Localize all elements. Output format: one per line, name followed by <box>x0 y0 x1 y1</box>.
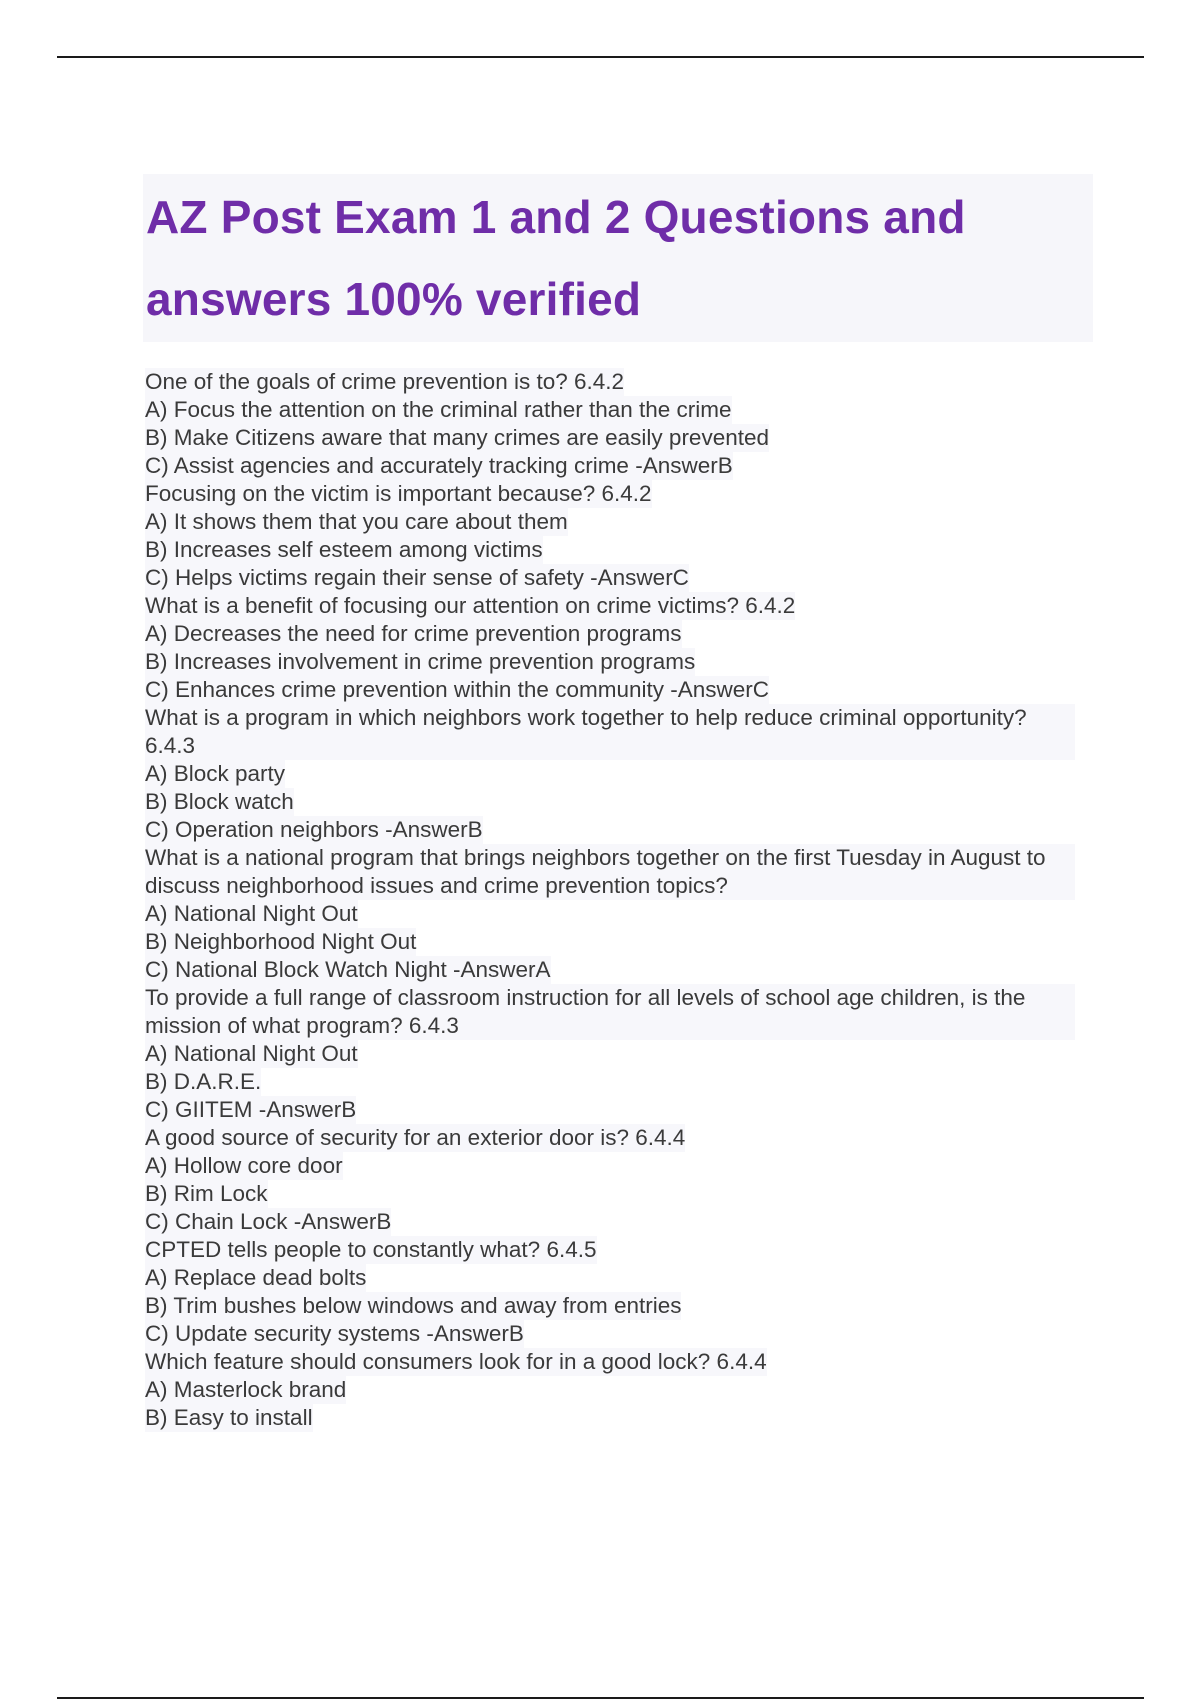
qa-item <box>145 704 1075 844</box>
answer-option: B) Make Citizens aware that many crimes are easily prevented <box>145 425 770 450</box>
answer-option: A) Decreases the need for crime prevention programs <box>145 621 682 646</box>
question-text: CPTED tells people to constantly what? 6.4.5 <box>145 1237 597 1262</box>
answer-option: B) Rim Lock <box>145 1181 268 1206</box>
answer-option: A) Hollow core door <box>145 1153 343 1178</box>
answer-option: B) Easy to install <box>145 1405 313 1430</box>
header-rule <box>57 56 1144 58</box>
answer-option: B) Block watch <box>145 789 294 814</box>
answer-option: B) Trim bushes below windows and away from entries <box>145 1293 682 1318</box>
qa-item <box>145 480 1075 592</box>
answer-option: C) Operation neighbors -AnswerB <box>145 817 483 842</box>
answer-option: B) D.A.R.E. <box>145 1069 262 1094</box>
answer-option: C) National Block Watch Night -AnswerA <box>145 957 551 982</box>
answer-option: A) National Night Out <box>145 1041 358 1066</box>
answer-option: A) Block party <box>145 761 286 786</box>
answer-option: C) Enhances crime prevention within the community -AnswerC <box>145 677 769 702</box>
answer-option: B) Neighborhood Night Out <box>145 929 417 954</box>
question-text: One of the goals of crime prevention is to? 6.4.2 <box>145 369 625 394</box>
answer-option: A) National Night Out <box>145 901 358 926</box>
title-block <box>143 174 1093 342</box>
answer-option: A) It shows them that you care about them <box>145 509 568 534</box>
qa-item <box>145 592 1075 704</box>
question-text: What is a program in which neighbors work together to help reduce criminal opportunity? 6.4.3 <box>145 704 1075 760</box>
answer-option: C) Update security systems -AnswerB <box>145 1321 524 1346</box>
answer-option: B) Increases involvement in crime prevention programs <box>145 649 696 674</box>
qa-item <box>145 368 1075 480</box>
question-text: What is a benefit of focusing our attention on crime victims? 6.4.2 <box>145 593 796 618</box>
answer-option: A) Focus the attention on the criminal rather than the crime <box>145 397 732 422</box>
question-text: Focusing on the victim is important because? 6.4.2 <box>145 481 652 506</box>
question-text: To provide a full range of classroom instruction for all levels of school age children, is the mission of what program? 6.4.3 <box>145 984 1075 1040</box>
answer-option: C) Assist agencies and accurately tracking crime -AnswerB <box>145 453 733 478</box>
answer-option: B) Increases self esteem among victims <box>145 537 543 562</box>
qa-item <box>145 1124 1075 1236</box>
question-text: What is a national program that brings neighbors together on the first Tuesday in August to discuss neighborhood issues and crime prevention topics? <box>145 844 1075 900</box>
answer-option: C) GIITEM -AnswerB <box>145 1097 357 1122</box>
document-title: AZ Post Exam 1 and 2 Questions and answers 100% verified <box>146 191 966 325</box>
qa-item <box>145 1348 1075 1432</box>
qa-content <box>145 368 1075 1432</box>
qa-item <box>145 844 1075 984</box>
answer-option: A) Replace dead bolts <box>145 1265 367 1290</box>
answer-option: C) Chain Lock -AnswerB <box>145 1209 392 1234</box>
answer-option: A) Masterlock brand <box>145 1377 347 1402</box>
question-text: Which feature should consumers look for in a good lock? 6.4.4 <box>145 1349 767 1374</box>
answer-option: C) Helps victims regain their sense of safety -AnswerC <box>145 565 689 590</box>
question-text: A good source of security for an exterior door is? 6.4.4 <box>145 1125 686 1150</box>
footer-rule <box>57 1697 1144 1699</box>
qa-item <box>145 1236 1075 1348</box>
qa-item <box>145 984 1075 1124</box>
